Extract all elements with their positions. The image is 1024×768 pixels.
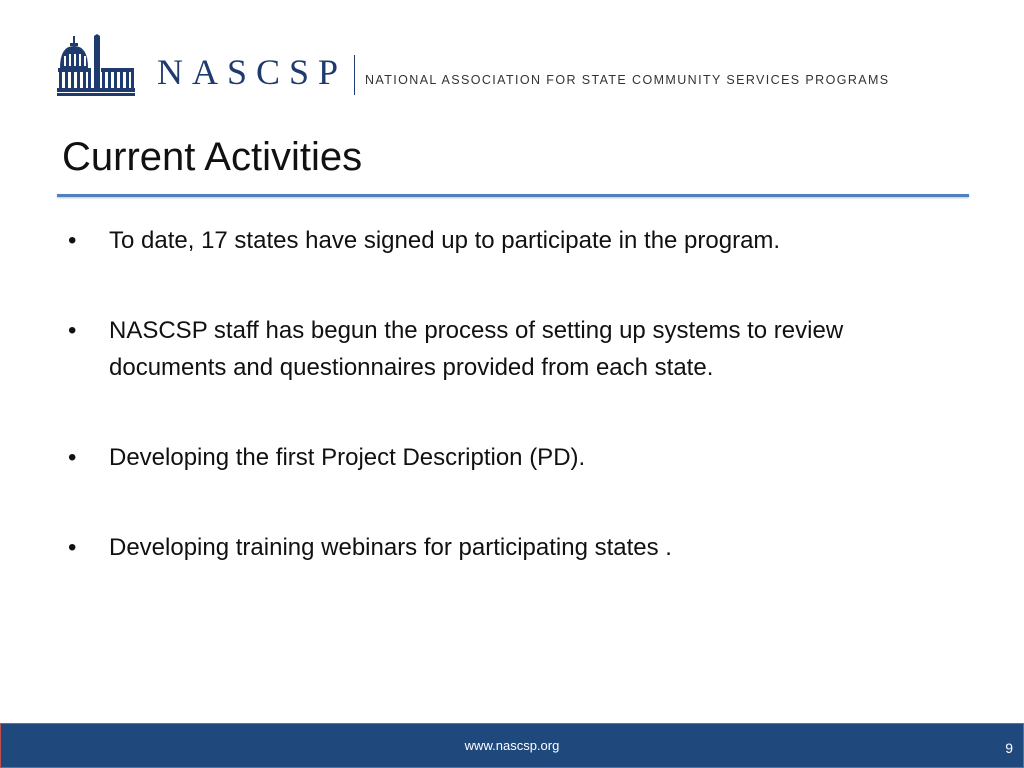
title-underline (57, 194, 969, 197)
footer-website-link[interactable]: www.nascsp.org (464, 738, 560, 753)
bullet-text: NASCSP staff has begun the process of setting up systems to review documents and questionnaires provided from each state. (109, 317, 844, 381)
bullet-marker: • (68, 317, 77, 344)
logo-divider (354, 55, 355, 95)
footer-bar (0, 723, 1024, 768)
bullet-text: Developing the first Project Description (PD). (109, 444, 586, 471)
bullet-item (62, 312, 962, 386)
bullet-marker: • (68, 227, 77, 254)
capitol-building-icon (57, 34, 135, 96)
bullet-item (62, 222, 962, 259)
bullet-item (62, 529, 962, 566)
bullet-marker: • (68, 534, 77, 561)
bullet-text: To date, 17 states have signed up to participate in the program. (109, 227, 781, 254)
bullet-text: Developing training webinars for participating states . (109, 534, 672, 561)
bullet-marker: • (68, 444, 77, 471)
logo-wordmark: NASCSP (157, 52, 348, 92)
bullet-item (62, 439, 962, 476)
bullet-list (62, 222, 962, 566)
page-number: 9 (1005, 740, 1013, 756)
organization-tagline: NATIONAL ASSOCIATION FOR STATE COMMUNITY SERVICES PROGRAMS (365, 73, 890, 87)
slide-title: Current Activities (62, 135, 363, 179)
